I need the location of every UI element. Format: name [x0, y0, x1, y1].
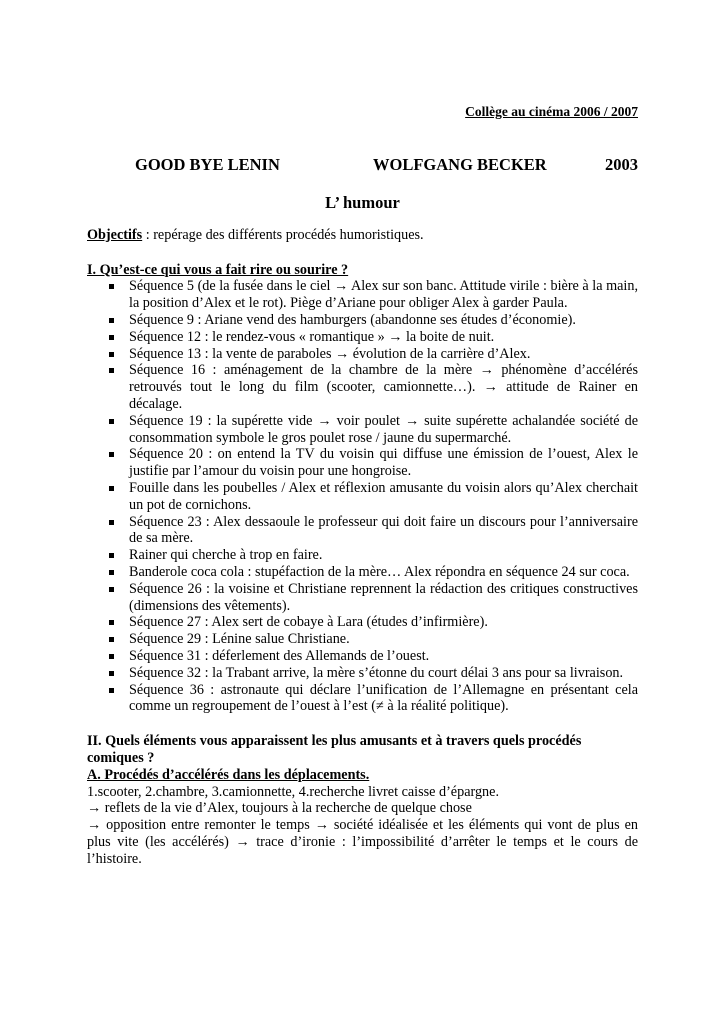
list-item: Séquence 19 : la supérette vide → voir poulet → suite supérette achalandée société de consommation symbole le gros poulet rose / jaune du supermarché. — [87, 413, 638, 447]
list-item: Séquence 9 : Ariane vend des hamburgers (abandonne ses études d’économie). — [87, 312, 638, 329]
course-header: Collège au cinéma 2006 / 2007 — [465, 104, 638, 119]
list-item: Banderole coca cola : stupéfaction de la mère… Alex répondra en séquence 24 sur coca. — [87, 564, 638, 581]
document-page — [87, 104, 638, 867]
section2-line: → reflets de la vie d’Alex, toujours à la recherche de quelque chose — [87, 800, 472, 817]
list-item: Séquence 26 : la voisine et Christiane reprennent la rédaction des critiques constructives (dimensions des vêtements). — [87, 581, 638, 615]
section2-heading: II. Quels éléments vous apparaissent les plus amusants et à travers quels procédés comiques ? — [87, 733, 582, 766]
list-item: Séquence 32 : la Trabant arrive, la mère s’étonne du court délai 3 ans pour sa livraison. — [87, 665, 638, 682]
section2-line: → opposition entre remonter le temps → société idéalisée et les éléments qui vont de plus en plus vite (les accélérés) → trace d’ironie : l’impossibilité d’arrêter le temps et le cours de l’histoire. — [87, 817, 638, 867]
list-item: Séquence 12 : le rendez-vous « romantique » → la boite de nuit. — [87, 329, 638, 346]
title-row — [87, 154, 638, 179]
list-item: Rainer qui cherche à trop en faire. — [87, 547, 638, 564]
list-item: Séquence 20 : on entend la TV du voisin qui diffuse une émission de l’ouest, Alex le justifie par l’amour du voisin pour une hongroise. — [87, 446, 638, 480]
list-item: Séquence 13 : la vente de paraboles → évolution de la carrière d’Alex. — [87, 346, 638, 363]
list-item: Séquence 31 : déferlement des Allemands de l’ouest. — [87, 648, 638, 665]
objectifs-label: Objectifs — [87, 226, 143, 243]
list-item: Séquence 27 : Alex sert de cobaye à Lara (études d’infirmière). — [87, 614, 638, 631]
section1-heading: I. Qu’est-ce qui vous a fait rire ou sourire ? — [87, 261, 349, 278]
film-year: 2003 — [605, 154, 638, 174]
list-item: Fouille dans les poubelles / Alex et réflexion amusante du voisin alors qu’Alex cherchait un pot de cornichons. — [87, 480, 638, 514]
objectifs-line — [87, 227, 638, 244]
section2-line: 1.scooter, 2.chambre, 3.camionnette, 4.recherche livret caisse d’épargne. — [87, 783, 499, 800]
objectifs-text: : repérage des différents procédés humoristiques. — [142, 226, 424, 243]
list-item: Séquence 29 : Lénine salue Christiane. — [87, 631, 638, 648]
document-subtitle: L’ humour — [325, 192, 400, 212]
section1-list — [87, 278, 638, 715]
film-title: GOOD BYE LENIN — [135, 154, 280, 174]
list-item: Séquence 5 (de la fusée dans le ciel → Alex sur son banc. Attitude virile : bière à la main, la position d’Alex et le rot). Piège d’Ariane pour obliger Alex à garder Paula. — [87, 278, 638, 312]
section2-subheading: A. Procédés d’accélérés dans les déplacements. — [87, 766, 370, 783]
director-name: WOLFGANG BECKER — [373, 154, 547, 174]
list-item: Séquence 36 : astronaute qui déclare l’unification de l’Allemagne en présentant cela comme un regroupement de l’ouest à l’est (≠ à la réalité politique). — [87, 682, 638, 716]
list-item: Séquence 16 : aménagement de la chambre de la mère → phénomène d’accélérés retrouvés tout le long du film (scooter, camionnette…). → attitude de Rainer en décalage. — [87, 362, 638, 412]
list-item: Séquence 23 : Alex dessaoule le professeur qui doit faire un discours pour l’anniversaire de sa mère. — [87, 514, 638, 548]
